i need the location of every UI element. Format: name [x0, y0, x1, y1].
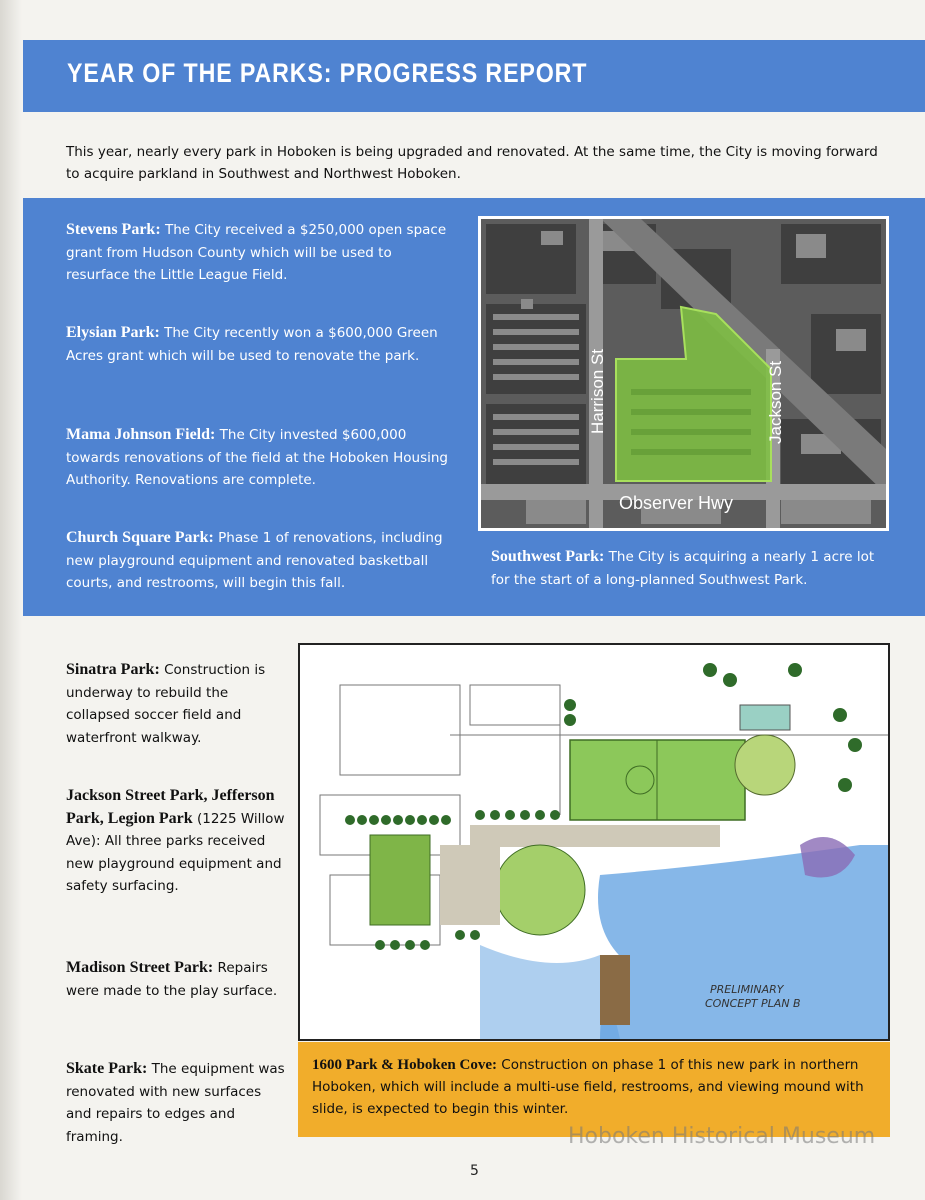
- concept-plan-drawing: [300, 645, 888, 1039]
- park-entry-stevens: [66, 219, 456, 287]
- park-entry-sinatra: [66, 659, 288, 749]
- park-description: Phase 1 of renovations, including new playground equipment and renovated basketball courts, and restrooms, will begin this fall.: [66, 530, 443, 591]
- park-name: Mama Johnson Field:: [66, 426, 216, 443]
- aerial-photo: [481, 219, 886, 528]
- park-description: The City received a $250,000 open space grant from Hudson County which will be used to resurface the Little League Field.: [66, 222, 447, 283]
- park-description: Construction on phase 1 of this new park in northern Hoboken, which will include a multi-use field, restrooms, and viewing mound with slide, is expected to begin this winter.: [312, 1057, 864, 1117]
- park-name: Madison Street Park:: [66, 959, 214, 976]
- park-entry-madison: [66, 957, 288, 1002]
- park-description: Construction is underway to rebuild the collapsed soccer field and waterfront walkway.: [66, 662, 266, 746]
- watermark: Hoboken Historical Museum: [568, 1124, 876, 1149]
- street-label-jackson: Jackson St: [766, 360, 785, 444]
- page-edge-shadow: [0, 0, 22, 1200]
- concept-plan-title-line2: CONCEPT PLAN B: [705, 997, 801, 1010]
- park-description: The equipment was renovated with new surfaces and repairs to edges and framing.: [66, 1061, 285, 1145]
- aerial-photo-frame: [478, 216, 889, 531]
- park-description: The City recently won a $600,000 Green Acres grant which will be used to renovate the park.: [66, 325, 438, 364]
- park-name: Jackson Street Park, Jefferson Park, Legion Park: [66, 787, 275, 827]
- park-description: (1225 Willow Ave): All three parks received new playground equipment and safety surfacing.: [66, 810, 285, 894]
- concept-plan-frame: [298, 643, 890, 1041]
- park-description: The City is acquiring a nearly 1 acre lot for the start of a long-planned Southwest Park.: [491, 549, 875, 588]
- header-band: [23, 40, 925, 112]
- park-entry-skate: [66, 1058, 288, 1148]
- park-entry-elysian: [66, 322, 446, 367]
- park-name: Elysian Park:: [66, 324, 160, 341]
- page-number: 5: [470, 1163, 479, 1179]
- park-name: Church Square Park:: [66, 529, 214, 546]
- park-entry-mama-johnson: [66, 424, 451, 492]
- street-label-observer: Observer Hwy: [619, 493, 734, 513]
- street-label-harrison: Harrison St: [588, 348, 607, 434]
- park-name: Southwest Park:: [491, 548, 605, 565]
- park-description: Repairs were made to the play surface.: [66, 960, 278, 999]
- concept-plan-title-line1: PRELIMINARY: [710, 983, 784, 996]
- park-entry-church-square: [66, 527, 451, 595]
- page-title: YEAR OF THE PARKS: PROGRESS REPORT: [67, 58, 588, 88]
- park-entry-jackson-jefferson-legion: [66, 785, 288, 898]
- park-name: Stevens Park:: [66, 221, 161, 238]
- intro-paragraph: This year, nearly every park in Hoboken is being upgraded and renovated. At the same time, the City is moving forward to acquire parkland in Southwest and Northwest Hoboken.: [66, 144, 878, 182]
- park-name: Skate Park:: [66, 1060, 148, 1077]
- park-name: 1600 Park & Hoboken Cove:: [312, 1057, 497, 1073]
- caption-box: [298, 1042, 890, 1137]
- park-name: Sinatra Park:: [66, 661, 160, 678]
- park-entry-southwest: [491, 546, 881, 591]
- park-description: The City invested $600,000 towards renovations of the field at the Hoboken Housing Authority. Renovations are complete.: [66, 427, 448, 488]
